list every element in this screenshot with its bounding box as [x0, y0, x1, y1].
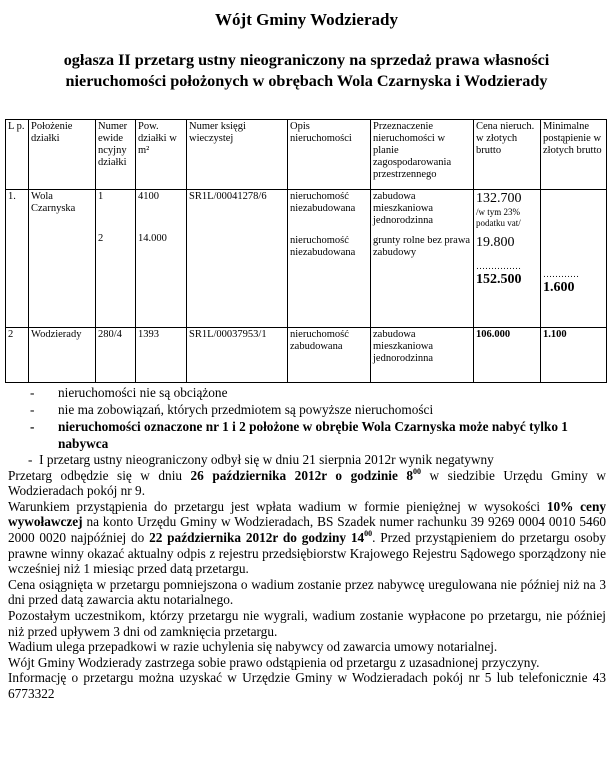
bullet-text-3: nieruchomości oznaczone nr 1 i 2 położone w obrębie Wola Czarnyska może nabyć tylko 1 nabywca — [58, 419, 568, 451]
row1-ksiega: SR1L/00041278/6 — [187, 190, 288, 328]
row2-lp: 2 — [6, 328, 29, 383]
row1-cena-total: 152.500 — [476, 272, 522, 287]
deposit-deadline-bold: 22 października 2012r do godziny 14 — [149, 529, 365, 545]
paragraph-info: Informację o przetargu można uzyskać w Urzędzie Gminy w Wodzieradach pokój nr 5 lub telefonicznie 43 6773322 — [8, 670, 606, 701]
deposit-deadline-sup: 00 — [364, 528, 373, 538]
paragraph-price: Cena osiągnięta w przetargu pomniejszona o wadium zostanie przez nabywcę uregulowana nie później niż na 3 dni przed datą zawarcia aktu notarialnego. — [8, 576, 606, 608]
row1-cena-dots: …………… — [476, 261, 521, 271]
header-lp: L p. — [6, 120, 29, 190]
deposit-text-a: Warunkiem przystąpienia do przetargu jest wpłata wadium w formie pieniężnej w wysokości — [8, 498, 547, 514]
date-text-bold: 26 października 2012r o godzinie 8 — [190, 467, 413, 483]
paragraph-forfeit: Wadium ulega przepadkowi w razie uchylenia się nabywcy od zawarcia umowy notarialnej. — [8, 639, 498, 655]
row1-przezn-a: zabudowa mieszkaniowa jednorodzinna — [373, 191, 434, 226]
row1-numer-a: 1 — [98, 191, 104, 202]
row1-pow-a: 4100 — [138, 191, 159, 202]
deposit-text-bold: 10% ceny wywoławczej — [8, 498, 607, 530]
row2-cena: 106.000 — [474, 328, 541, 383]
heading-line-2: nieruchomości położonych w obrębach Wola Czarnyska i Wodzierady — [65, 72, 548, 90]
paragraph-withdraw: Wójt Gminy Wodzierady zastrzega sobie prawo odstąpienia od przetargu z uzasadnionej przyczyny. — [8, 654, 540, 670]
first-tender-text: I przetarg ustny nieograniczony odbył się w dniu 21 sierpnia 2012r wynik negatywny — [39, 452, 494, 467]
header-przeznaczenie: Przeznaczenie nieruchomości w planie zagospodarowania przestrzennego — [371, 120, 474, 190]
row1-postapienie — [541, 190, 607, 328]
header-numer: Numer ewide ncyjny działki — [96, 120, 136, 190]
row2-pow: 1393 — [136, 328, 187, 383]
list-item — [30, 384, 590, 401]
paragraph-deposit — [8, 499, 606, 577]
row1-lp: 1. — [6, 190, 29, 328]
row1-opis-a: nieruchomość niezabudowana — [290, 191, 356, 214]
bullet-text-1: nieruchomości nie są obciążone — [58, 385, 228, 400]
row1-cena-b: 19.800 — [476, 235, 515, 250]
header-opis: Opis nieruchomości — [288, 120, 371, 190]
deposit-text-c: na konto Urzędu Gminy w Wodzieradach, BS Szadek numer rachunku 39 9269 0004 0010 5460 2000 0020 najpóźniej do — [8, 514, 606, 545]
date-text-c: w siedzibie Urzędu Gminy w Wodzieradach pokój nr 9. — [8, 467, 606, 499]
row1-przeznaczenie — [371, 190, 474, 328]
row1-cena-a: 132.700 — [476, 191, 522, 206]
row2-numer: 280/4 — [96, 328, 136, 383]
row2-postapienie: 1.100 — [541, 328, 607, 383]
paragraph-first-tender: - I przetarg ustny nieograniczony odbył się w dniu 21 sierpnia 2012r wynik negatywny — [28, 452, 494, 467]
row1-pow — [136, 190, 187, 328]
document-heading — [10, 50, 603, 92]
table-row — [6, 328, 607, 383]
header-postapienie: Minimalne postąpienie w złotych brutto — [541, 120, 607, 190]
property-table — [5, 119, 607, 383]
row1-postapienie-dots: ………… — [543, 269, 579, 279]
paragraph-refund: Pozostałym uczestnikom, którzy przetargu nie wygrali, wadium zostanie wypłacone po przetargu, nie później niż przed upływem 3 dni od zamknięcia przetargu. — [8, 607, 606, 639]
dash-bullet: - — [30, 385, 35, 400]
row2-przeznaczenie: zabudowa mieszkaniowa jednorodzinna — [371, 328, 474, 383]
paragraph-date — [8, 468, 606, 499]
row1-cena — [474, 190, 541, 328]
date-text-sup: 00 — [413, 466, 421, 476]
conditions-list — [30, 384, 590, 452]
row1-numer-b: 2 — [98, 233, 104, 244]
dash-bullet: - — [30, 419, 35, 434]
row1-numer — [96, 190, 136, 328]
row1-opis-b: nieruchomość niezabudowana — [290, 235, 356, 258]
header-polozenie: Położenie działki — [29, 120, 96, 190]
row2-opis: nieruchomość zabudowana — [288, 328, 371, 383]
table-row — [6, 190, 607, 328]
row1-opis — [288, 190, 371, 328]
row1-polozenie: Wola Czarnyska — [29, 190, 96, 328]
deposit-text-e: . Przed przystąpieniem do przetargu osoby prawne winny okazać aktualny odpis z rejestru przedsiębiorstw Krajowego Rejestru Sądowego sporządzony nie wcześniej niż 1 miesiąc przed datą przetargu. — [8, 529, 606, 577]
list-item — [30, 418, 590, 452]
date-text-a: Przetarg odbędzie się w dniu — [8, 467, 191, 483]
row1-postapienie-value: 1.600 — [543, 280, 575, 295]
heading-line-1: ogłasza II przetarg ustny nieograniczony na sprzedaż prawa własności — [63, 51, 550, 69]
list-item — [30, 401, 590, 418]
row2-ksiega: SR1L/00037953/1 — [187, 328, 288, 383]
header-ksiega: Numer księgi wieczystej — [187, 120, 288, 190]
header-cena: Cena nieruch. w złotych brutto — [474, 120, 541, 190]
document-title: Wójt Gminy Wodzierady — [215, 10, 398, 29]
row2-polozenie: Wodzierady — [29, 328, 96, 383]
dash-bullet: - — [30, 402, 35, 417]
bullet-text-2: nie ma zobowiązań, których przedmiotem są powyższe nieruchomości — [58, 402, 434, 417]
row1-przezn-b: grunty rolne bez prawa zabudowy — [373, 235, 471, 258]
row1-pow-b: 14.000 — [138, 233, 167, 244]
table-header-row — [6, 120, 607, 190]
announcement-body — [8, 452, 606, 702]
header-pow: Pow. działki w m² — [136, 120, 187, 190]
row1-cena-note: /w tym 23% podatku vat/ — [476, 207, 521, 228]
